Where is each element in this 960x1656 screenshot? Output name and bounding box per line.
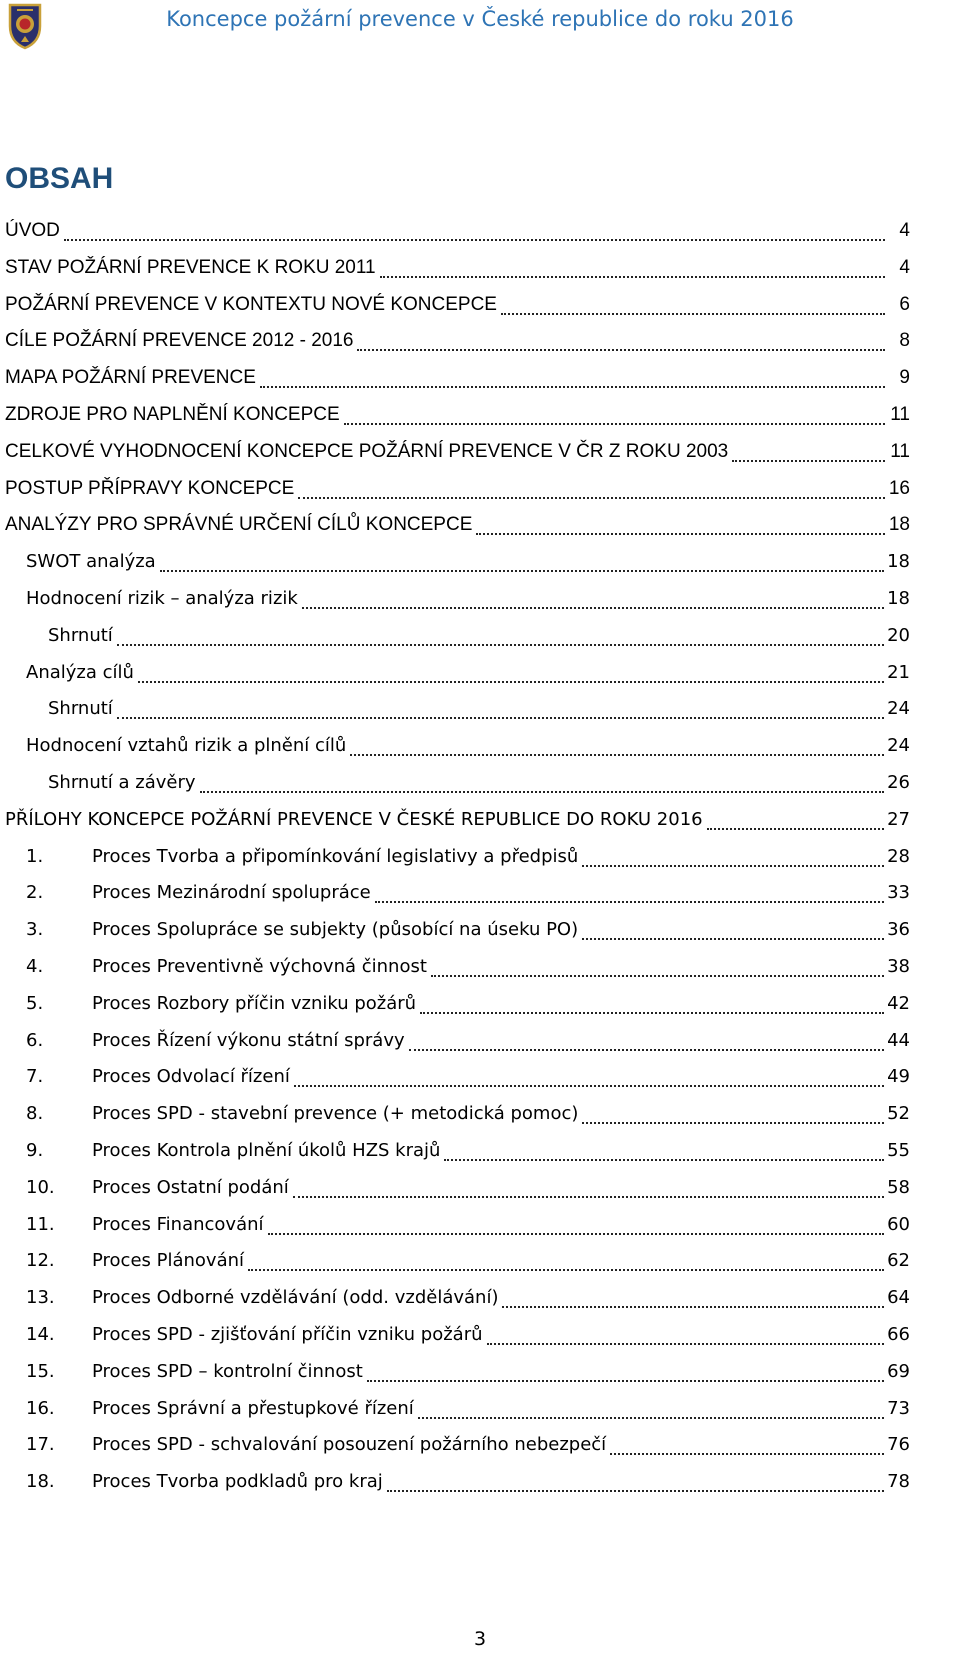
- toc-entry-title: Proces SPD - zjišťování příčin vzniku požárů: [92, 1324, 483, 1345]
- toc-dot-leader: [409, 1048, 884, 1051]
- toc-dot-leader: [293, 1195, 884, 1198]
- toc-entry-page: 73: [887, 1398, 910, 1419]
- toc-entry-number: 4.: [26, 956, 44, 977]
- toc-entry-number: 17.: [26, 1434, 55, 1455]
- toc-entry-page: 18: [887, 588, 910, 609]
- toc-entry[interactable]: [48, 621, 910, 651]
- toc-entry[interactable]: [5, 216, 910, 246]
- toc-entry[interactable]: [48, 694, 910, 724]
- toc-entry-title: Hodnocení vztahů rizik a plnění cílů: [26, 735, 347, 756]
- toc-entry-page: 55: [887, 1140, 910, 1161]
- toc-dot-leader: [501, 312, 885, 315]
- toc-dot-leader: [344, 422, 885, 425]
- toc-entry-page: 44: [887, 1030, 910, 1051]
- toc-entry-title: CELKOVÉ VYHODNOCENÍ KONCEPCE POŽÁRNÍ PREVENCE V ČR Z ROKU 2003: [5, 441, 729, 462]
- toc-entry-page: 6: [899, 294, 910, 315]
- toc-dot-leader: [707, 827, 884, 830]
- toc-entry[interactable]: [26, 1136, 910, 1166]
- toc-dot-leader: [200, 790, 885, 793]
- toc-entry-title: PŘÍLOHY KONCEPCE POŽÁRNÍ PREVENCE V ČESKÉ REPUBLICE DO ROKU 2016: [5, 809, 703, 830]
- toc-entry-title: ZDROJE PRO NAPLNĚNÍ KONCEPCE: [5, 404, 340, 425]
- toc-entry-page: 18: [888, 514, 910, 535]
- toc-entry-title: Shrnutí a závěry: [48, 772, 196, 793]
- toc-entry[interactable]: [26, 1394, 910, 1424]
- toc-entry-title: Proces Spolupráce se subjekty (působící na úseku PO): [92, 919, 579, 940]
- toc-entry[interactable]: [5, 253, 910, 283]
- toc-entry-page: 8: [899, 330, 910, 351]
- toc-dot-leader: [248, 1268, 884, 1271]
- toc-dot-leader: [350, 753, 884, 756]
- toc-entry-number: 12.: [26, 1250, 55, 1271]
- toc-entry-number: 1.: [26, 846, 44, 867]
- toc-entry-number: 13.: [26, 1287, 55, 1308]
- toc-entry[interactable]: [26, 1062, 910, 1092]
- toc-entry-page: 38: [887, 956, 910, 977]
- toc-entry[interactable]: [5, 363, 910, 393]
- toc-entry[interactable]: [26, 1173, 910, 1203]
- toc-entry-title: ANALÝZY PRO SPRÁVNÉ URČENÍ CÍLŮ KONCEPCE: [5, 514, 473, 535]
- toc-entry-title: Shrnutí: [48, 698, 113, 719]
- toc-dot-leader: [117, 716, 884, 719]
- fire-rescue-emblem-icon: [7, 2, 43, 50]
- toc-dot-leader: [582, 864, 884, 867]
- toc-entry-page: 27: [887, 809, 910, 830]
- toc-dot-leader: [268, 1232, 885, 1235]
- toc-dot-leader: [732, 459, 885, 462]
- toc-entry-number: 10.: [26, 1177, 55, 1198]
- toc-dot-leader: [487, 1342, 885, 1345]
- toc-dot-leader: [375, 900, 884, 903]
- toc-entry-title: STAV POŽÁRNÍ PREVENCE K ROKU 2011: [5, 257, 376, 278]
- toc-dot-leader: [418, 1416, 884, 1419]
- toc-entry-title: Proces Preventivně výchovná činnost: [92, 956, 427, 977]
- toc-entry-page: 58: [887, 1177, 910, 1198]
- toc-entry-page: 4: [899, 257, 910, 278]
- toc-entry[interactable]: [26, 1246, 910, 1276]
- toc-entry-number: 3.: [26, 919, 44, 940]
- toc-entry-page: 52: [887, 1103, 910, 1124]
- toc-entry-title: Proces SPD - schvalování posouzení požárního nebezpečí: [92, 1434, 607, 1455]
- toc-entry-title: CÍLE POŽÁRNÍ PREVENCE 2012 - 2016: [5, 330, 354, 351]
- toc-dot-leader: [294, 1084, 884, 1087]
- toc-entry[interactable]: [26, 1357, 910, 1387]
- toc-dot-leader: [298, 496, 885, 499]
- toc-entry-title: Proces Mezinárodní spolupráce: [92, 882, 371, 903]
- toc-dot-leader: [380, 275, 885, 278]
- toc-entry[interactable]: [26, 878, 910, 908]
- toc-entry-title: Proces SPD - stavební prevence (+ metodická pomoc): [92, 1103, 579, 1124]
- toc-entry-title: Proces Odborné vzdělávání (odd. vzdělávání): [92, 1287, 499, 1308]
- toc-dot-leader: [610, 1452, 884, 1455]
- toc-entry-page: 24: [887, 735, 910, 756]
- toc-entry-page: 18: [887, 551, 910, 572]
- toc-entry[interactable]: [26, 1430, 910, 1460]
- toc-entry-number: 6.: [26, 1030, 44, 1051]
- toc-entry[interactable]: [5, 326, 910, 356]
- toc-dot-leader: [138, 680, 884, 683]
- toc-entry-page: 24: [887, 698, 910, 719]
- page-number: 3: [473, 1628, 487, 1650]
- toc-entry-title: Proces Odvolací řízení: [92, 1066, 290, 1087]
- toc-dot-leader: [582, 937, 884, 940]
- toc-entry-page: 26: [887, 772, 910, 793]
- toc-entry-page: 69: [887, 1361, 910, 1382]
- toc-entry-page: 33: [887, 882, 910, 903]
- toc-dot-leader: [476, 532, 885, 535]
- toc-entry-number: 14.: [26, 1324, 55, 1345]
- toc-entry[interactable]: [5, 400, 910, 430]
- toc-entry[interactable]: [26, 1467, 910, 1497]
- toc-entry[interactable]: [26, 1283, 910, 1313]
- toc-entry-number: 2.: [26, 882, 44, 903]
- toc-dot-leader: [260, 385, 885, 388]
- toc-entry[interactable]: [26, 952, 910, 982]
- toc-entry-page: 11: [890, 441, 910, 462]
- toc-entry-title: Proces Kontrola plnění úkolů HZS krajů: [92, 1140, 441, 1161]
- toc-dot-leader: [302, 606, 884, 609]
- toc-entry-title: Proces Tvorba podkladů pro kraj: [92, 1471, 383, 1492]
- toc-entry-page: 9: [899, 367, 910, 388]
- toc-dot-leader: [160, 569, 884, 572]
- toc-entry-page: 49: [887, 1066, 910, 1087]
- toc-entry-number: 8.: [26, 1103, 44, 1124]
- toc-entry-page: 42: [887, 993, 910, 1014]
- toc-entry[interactable]: [26, 731, 910, 761]
- toc-entry-page: 4: [899, 220, 910, 241]
- toc-entry-number: 15.: [26, 1361, 55, 1382]
- toc-entry[interactable]: [26, 658, 910, 688]
- toc-entry-page: 20: [887, 625, 910, 646]
- toc-entry-page: 11: [890, 404, 910, 425]
- toc-entry-page: 76: [887, 1434, 910, 1455]
- toc-dot-leader: [420, 1011, 884, 1014]
- toc-entry-title: Proces SPD – kontrolní činnost: [92, 1361, 363, 1382]
- toc-entry-page: 64: [887, 1287, 910, 1308]
- toc-entry[interactable]: [26, 1026, 910, 1056]
- toc-dot-leader: [64, 238, 885, 241]
- toc-entry-title: MAPA POŽÁRNÍ PREVENCE: [5, 367, 256, 388]
- toc-entry-title: SWOT analýza: [26, 551, 156, 572]
- toc-entry-page: 60: [887, 1214, 910, 1235]
- toc-entry-title: ÚVOD: [5, 220, 60, 241]
- toc-entry-title: Analýza cílů: [26, 662, 134, 683]
- toc-entry-page: 62: [887, 1250, 910, 1271]
- toc-entry[interactable]: [26, 1320, 910, 1350]
- toc-entry[interactable]: [26, 915, 910, 945]
- toc-dot-leader: [357, 348, 885, 351]
- toc-entry[interactable]: [26, 989, 910, 1019]
- toc-entry-page: 78: [887, 1471, 910, 1492]
- toc-entry-page: 66: [887, 1324, 910, 1345]
- toc-entry[interactable]: [48, 768, 910, 798]
- toc-dot-leader: [387, 1489, 884, 1492]
- toc-entry-title: Proces Plánování: [92, 1250, 245, 1271]
- toc-entry[interactable]: [26, 584, 910, 614]
- toc-entry-number: 7.: [26, 1066, 44, 1087]
- toc-entry-title: Proces Řízení výkonu státní správy: [92, 1030, 405, 1051]
- toc-entry-title: Proces Správní a přestupkové řízení: [92, 1398, 414, 1419]
- toc-entry-number: 5.: [26, 993, 44, 1014]
- toc-dot-leader: [582, 1121, 884, 1124]
- toc-entry-number: 18.: [26, 1471, 55, 1492]
- toc-entry-number: 11.: [26, 1214, 55, 1235]
- toc-entry-number: 9.: [26, 1140, 44, 1161]
- toc-entry-title: Proces Rozbory příčin vzniku požárů: [92, 993, 417, 1014]
- toc-dot-leader: [431, 974, 884, 977]
- toc-entry[interactable]: [5, 510, 910, 540]
- toc-dot-leader: [502, 1305, 884, 1308]
- toc-entry-page: 16: [888, 478, 910, 499]
- toc-entry-page: 36: [887, 919, 910, 940]
- toc-entry-title: Hodnocení rizik – analýza rizik: [26, 588, 298, 609]
- toc-entry-page: 21: [887, 662, 910, 683]
- toc-entry-page: 28: [887, 846, 910, 867]
- toc-dot-leader: [444, 1158, 884, 1161]
- toc-entry[interactable]: [26, 1210, 910, 1240]
- toc-entry-title: Proces Financování: [92, 1214, 264, 1235]
- toc-entry-title: Shrnutí: [48, 625, 113, 646]
- toc-entry[interactable]: [26, 1099, 910, 1129]
- toc-dot-leader: [367, 1379, 884, 1382]
- toc-entry-title: Proces Tvorba a připomínkování legislativy a předpisů: [92, 846, 579, 867]
- toc-entry[interactable]: [26, 547, 910, 577]
- toc-entry[interactable]: [5, 474, 910, 504]
- toc-entry-number: 16.: [26, 1398, 55, 1419]
- toc-dot-leader: [117, 643, 884, 646]
- toc-entry[interactable]: [5, 437, 910, 467]
- toc-entry[interactable]: [26, 842, 910, 872]
- toc-heading: OBSAH: [5, 162, 114, 195]
- toc-entry[interactable]: [5, 290, 910, 320]
- toc-entry-title: POŽÁRNÍ PREVENCE V KONTEXTU NOVÉ KONCEPCE: [5, 294, 497, 315]
- toc-entry[interactable]: [5, 805, 910, 835]
- toc-entry-title: POSTUP PŘÍPRAVY KONCEPCE: [5, 478, 295, 499]
- running-header-title: Koncepce požární prevence v České republice do roku 2016: [166, 7, 794, 31]
- toc-entry-title: Proces Ostatní podání: [92, 1177, 289, 1198]
